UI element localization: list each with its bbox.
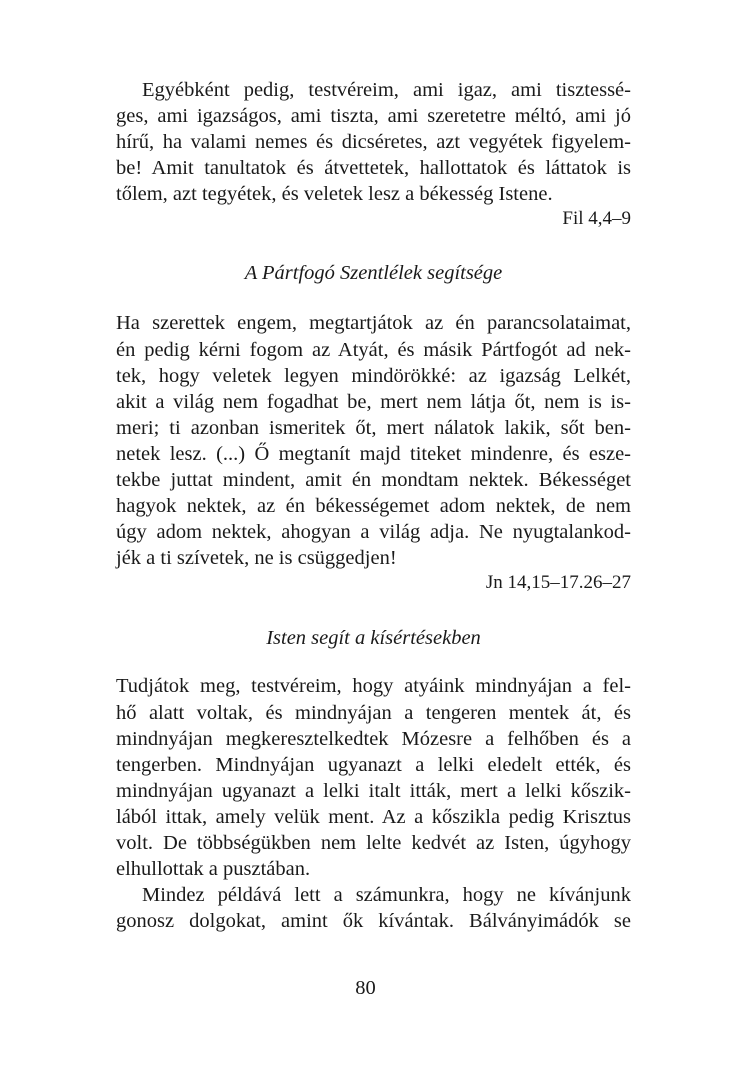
text-line: akit a világ nem fogadhat be, mert nem látja őt, nem is is-: [116, 390, 631, 413]
text-line: Egyébként pedig, testvéreim, ami igaz, ami tisztessé-: [142, 79, 631, 101]
text-line: gonosz dolgokat, amint ők kívántak. Bálványimádók se: [116, 910, 631, 933]
text-line: be! Amit tanultatok és átvettetek, hallottatok és láttatok is: [116, 157, 631, 180]
text-line: hagyok nektek, az én békességemet adom nektek, de nem: [116, 495, 631, 518]
page-body: [116, 77, 631, 934]
paragraph: [116, 310, 631, 571]
text-line: hő alatt voltak, és mindnyájan a tengeren mentek át, és: [116, 701, 631, 724]
text-line: hírű, ha valami nemes és dicséretes, azt vegyétek figyelem-: [116, 131, 631, 154]
text-line: úgy adom nektek, ahogyan a világ adja. Ne nyugtalankod-: [116, 521, 631, 544]
text-line: jék a ti szívetek, ne is csüggedjen!: [116, 547, 397, 570]
section-corinthians: [116, 673, 631, 934]
section-philippians: [116, 77, 631, 231]
text-line: elhullottak a pusztában.: [116, 858, 311, 881]
text-line: tek, hogy veletek legyen mindörökké: az igazság Lelkét,: [116, 364, 631, 387]
bible-reference: Fil 4,4–9: [562, 208, 631, 230]
text-line: tekbe juttat mindent, amit én mondtam nektek. Békességet: [116, 469, 631, 492]
text-line: tőlem, azt tegyétek, és veletek lesz a békesség Istene.: [116, 183, 553, 206]
text-line: mindnyájan ugyanazt a lelki italt itták, mert a lelki kőszik-: [116, 779, 631, 802]
page-number: 80: [355, 977, 376, 999]
text-line: mindnyájan megkeresztelkedtek Mózesre a felhőben és a: [116, 727, 631, 750]
section-john: [116, 310, 631, 595]
text-line: volt. De többségükben nem lelte kedvét az Isten, úgyhogy: [116, 831, 631, 854]
paragraph: [116, 673, 631, 882]
text-line: ges, ami igazságos, ami tiszta, ami szeretetre méltó, ami jó: [116, 105, 631, 128]
text-line: Mindez példává lett a számunkra, hogy ne kívánjunk: [142, 884, 631, 907]
paragraph: [116, 77, 631, 207]
bible-reference: Jn 14,15–17.26–27: [485, 572, 631, 594]
text-line: Ha szerettek engem, megtartjátok az én parancsolataimat,: [116, 312, 631, 335]
text-line: lából ittak, amely velük ment. Az a kőszikla pedig Krisztus: [116, 805, 631, 828]
text-line: tengerben. Mindnyájan ugyanazt a lelki eledelt ették, és: [116, 753, 631, 776]
text-line: én pedig kérni fogom az Atyát, és másik Pártfogót ad nek-: [116, 338, 631, 361]
paragraph: [116, 882, 631, 934]
text-line: netek lesz. (...) Ő megtanít majd titeket mindenre, és esze-: [116, 442, 631, 465]
text-line: meri; ti azonban ismeritek őt, mert nálatok lakik, sőt ben-: [116, 416, 631, 439]
section-heading: A Pártfogó Szentlélek segítsége: [244, 262, 503, 285]
text-line: Tudjátok meg, testvéreim, hogy atyáink mindnyájan a fel-: [116, 675, 631, 698]
section-heading: Isten segít a kísértésekben: [266, 627, 481, 650]
